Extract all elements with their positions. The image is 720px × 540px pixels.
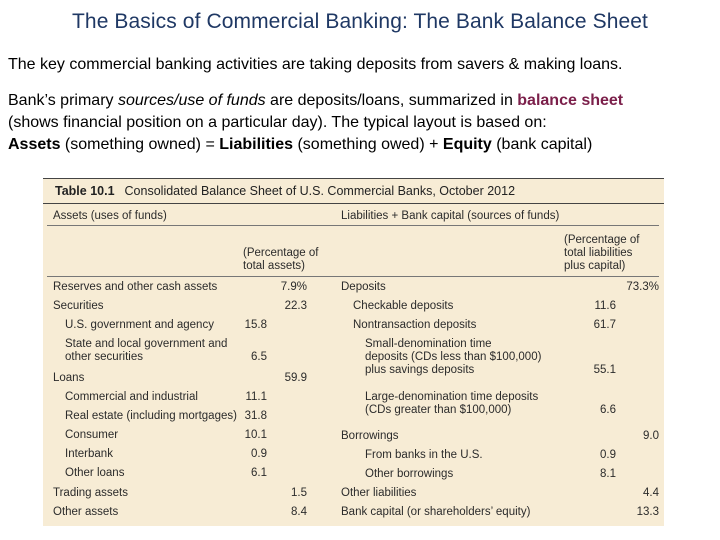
table-title: Consolidated Balance Sheet of U.S. Commercial Banks, October 2012 <box>124 184 516 198</box>
liab-row-label: Checkable deposits <box>353 300 454 312</box>
assets-total-value: 8.4 <box>291 506 307 518</box>
liab-row-label: deposits (CDs less than $100,000) <box>365 351 542 363</box>
assets-row-label: U.S. government and agency <box>65 319 214 331</box>
liab-sub-value: 11.6 <box>594 300 616 312</box>
assets-row-label: Loans <box>53 372 85 384</box>
assets-row-label: Other assets <box>53 506 119 518</box>
assets-total-value: 7.9% <box>280 281 307 293</box>
assets-row-label: other securities <box>65 351 143 363</box>
assets-sub-value: 0.9 <box>251 448 267 460</box>
liab-row-label: Nontransaction deposits <box>353 319 477 331</box>
liab-row-label: plus savings deposits <box>365 364 475 376</box>
balance-sheet-table <box>43 178 664 526</box>
text-segment: (something owned) = <box>60 136 220 153</box>
italic-phrase: sources/use of funds <box>117 92 266 109</box>
liab-total-value: 13.3 <box>636 506 659 518</box>
text-segment: (something owed) + <box>293 136 443 153</box>
assets-row-label: Trading assets <box>53 487 128 499</box>
liab-row-label: From banks in the U.S. <box>365 449 483 461</box>
assets-row-label: Other loans <box>65 467 125 479</box>
explanation-paragraph <box>8 90 623 156</box>
liab-sub-value: 0.9 <box>600 449 616 461</box>
assets-row-label: Commercial and industrial <box>65 391 198 403</box>
text-segment: (bank capital) <box>491 136 593 153</box>
intro-paragraph: The key commercial banking activities are taking deposits from savers & making loans. <box>8 56 623 73</box>
assets-term: Assets <box>8 136 61 153</box>
liab-total-value: 4.4 <box>643 487 659 499</box>
liab-row-label: Deposits <box>341 281 386 293</box>
liab-row-label: Other liabilities <box>341 487 417 499</box>
liab-row-label: Large-denomination time deposits <box>365 391 539 403</box>
assets-total-value: 1.5 <box>291 487 307 499</box>
assets-row-label: Consumer <box>65 429 119 441</box>
liab-sub-value: 55.1 <box>593 364 616 376</box>
assets-row-label: Reserves and other cash assets <box>53 281 218 293</box>
assets-sub-value: 10.1 <box>244 429 267 441</box>
text-segment: Bank’s primary <box>8 92 118 109</box>
header-line: total liabilities <box>564 247 633 259</box>
liab-row-label: Other borrowings <box>365 468 454 480</box>
explanation-line-3 <box>8 134 623 156</box>
table-number: Table 10.1 <box>55 184 115 198</box>
assets-row-label: Real estate (including mortgages) <box>65 410 237 422</box>
assets-sub-value: 6.1 <box>251 467 267 479</box>
liab-sub-value: 6.6 <box>600 404 616 416</box>
assets-total-value: 59.9 <box>284 372 307 384</box>
liab-sub-value: 8.1 <box>600 468 616 480</box>
assets-sub-value: 11.1 <box>245 391 267 403</box>
slide-title: The Basics of Commercial Banking: The Bank Balance Sheet <box>71 10 648 33</box>
header-line: (Percentage of <box>564 234 640 246</box>
assets-column-header: Assets (uses of funds) <box>53 210 167 222</box>
liab-sub-value: 61.7 <box>593 319 616 331</box>
liabilities-percentage-header <box>564 234 639 273</box>
liab-row-label: Small-denomination time <box>365 338 492 350</box>
header-line: total assets) <box>243 260 305 272</box>
liabilities-term: Liabilities <box>219 136 294 153</box>
assets-row-label: Interbank <box>65 448 113 460</box>
text-segment: are deposits/loans, summarized in <box>265 92 518 109</box>
assets-sub-value: 15.8 <box>244 319 267 331</box>
assets-sub-value: 6.5 <box>251 351 267 363</box>
header-rule <box>47 225 659 226</box>
header-line: plus capital) <box>564 260 626 272</box>
table-caption <box>43 178 664 204</box>
header-line: (Percentage of <box>243 247 319 259</box>
liab-row-label: (CDs greater than $100,000) <box>365 404 512 416</box>
assets-row-label: Securities <box>53 300 104 312</box>
liab-row-label: Borrowings <box>341 430 399 442</box>
balance-sheet-term: balance sheet <box>517 92 624 109</box>
liabilities-column-header: Liabilities + Bank capital (sources of funds) <box>341 210 560 222</box>
liab-total-value: 9.0 <box>643 430 659 442</box>
explanation-line-1 <box>8 90 623 112</box>
assets-sub-value: 31.8 <box>244 410 267 422</box>
liab-total-value: 73.3% <box>626 281 659 293</box>
assets-row-label: State and local government and <box>65 338 228 350</box>
liab-row-label: Bank capital (or shareholders’ equity) <box>341 506 531 518</box>
assets-total-value: 22.3 <box>284 300 307 312</box>
explanation-line-2: (shows financial position on a particular day). The typical layout is based on: <box>8 114 547 131</box>
assets-percentage-header <box>243 247 318 273</box>
body-rule <box>47 276 659 277</box>
equity-term: Equity <box>442 136 492 153</box>
